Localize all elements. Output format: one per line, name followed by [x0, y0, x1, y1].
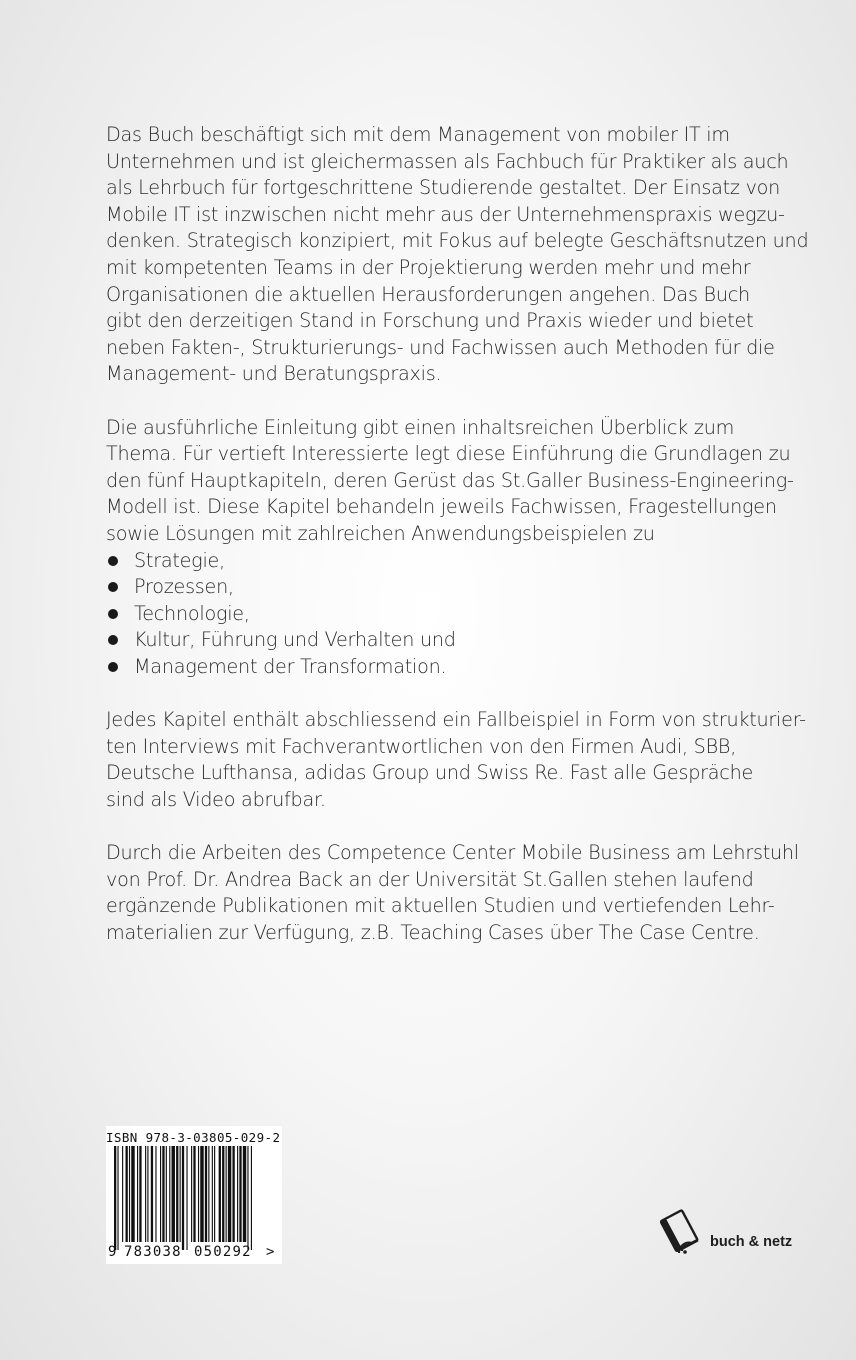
barcode-bar: [114, 1146, 116, 1250]
barcode-bar: [186, 1146, 187, 1250]
barcode-bar: [131, 1146, 134, 1242]
list-item: [106, 601, 766, 628]
isbn-barcode: [106, 1126, 282, 1264]
barcode-bar: [122, 1146, 123, 1242]
paragraph-publications: [106, 840, 799, 946]
barcode-bar: [198, 1146, 199, 1242]
barcode-bar: [129, 1146, 130, 1242]
bullet-dot-icon: [108, 582, 118, 592]
list-item-label: Management der Transformation.: [134, 654, 447, 678]
bullet-dot-icon: [108, 556, 118, 566]
barcode-bar: [243, 1146, 246, 1242]
barcode-bar: [166, 1146, 167, 1242]
barcode-bar: [176, 1146, 178, 1242]
text-line: Thema. Für vertieft Interessierte legt diese Einführung die Grundlagen zu: [106, 442, 791, 466]
text-line: ten Interviews mit Fachverantwortlichen von den Firmen Audi, SBB,: [106, 734, 737, 758]
paragraph-structure: [106, 415, 794, 548]
text-line: materialien zur Verfügung, z.B. Teaching Cases über The Case Centre.: [106, 920, 760, 944]
isbn-label: ISBN 978-3-03805-029-2: [106, 1130, 281, 1145]
barcode-bar: [208, 1146, 209, 1242]
text-line: Mobile IT ist inzwischen nicht mehr aus der Unternehmenspraxis wegzu-: [106, 202, 785, 226]
text-line: Jedes Kapitel enthält abschliessend ein Fallbeispiel in Form von strukturier-: [106, 708, 806, 732]
text-line: Deutsche Lufthansa, adidas Group und Swiss Re. Fast alle Gespräche: [106, 761, 754, 785]
text-line: Das Buch beschäftigt sich mit dem Management von mobiler IT im: [106, 123, 730, 146]
paragraph-intro: [106, 122, 809, 388]
barcode-digit-group: 783038: [124, 1244, 182, 1260]
text-line: von Prof. Dr. Andrea Back an der Universität St.Gallen stehen laufend: [106, 867, 754, 891]
list-item: [106, 627, 766, 654]
barcode-bar: [232, 1146, 234, 1242]
barcode-bar: [193, 1146, 195, 1242]
list-item: [106, 548, 766, 575]
blurb-text: [106, 122, 809, 973]
paragraph-case-studies: [106, 707, 806, 813]
text-line: Management- und Beratungspraxis.: [106, 362, 442, 386]
barcode-bar: [137, 1146, 138, 1242]
barcode-bar: [247, 1146, 248, 1250]
text-line: denken. Strategisch konzipiert, mit Fokus auf belegte Geschäftsnutzen und: [106, 229, 809, 253]
barcode-bar: [219, 1146, 221, 1242]
barcode-bar: [126, 1146, 128, 1242]
barcode-bars: [112, 1146, 270, 1252]
barcode-bar: [200, 1146, 203, 1242]
list-item: [106, 654, 766, 681]
barcode-digit-group: 050292: [194, 1244, 252, 1260]
barcode-bar: [239, 1146, 241, 1242]
barcode-bar: [212, 1146, 213, 1242]
text-line: den fünf Hauptkapiteln, deren Gerüst das St.Galler Business-Engineering-: [106, 468, 794, 492]
text-line: als Lehrbuch für fortgeschrittene Studierende gestaltet. Der Einsatz von: [106, 176, 781, 200]
text-line: Durch die Arbeiten des Competence Center Mobile Business am Lehrstuhl: [106, 841, 799, 865]
barcode-digit-prefix: 9: [108, 1244, 117, 1260]
text-line: Organisationen die aktuellen Herausforderungen angehen. Das Buch: [106, 282, 750, 306]
barcode-bar: [172, 1146, 175, 1242]
barcode-bar: [214, 1146, 215, 1242]
bullet-dot-icon: [108, 662, 118, 672]
list-item: [106, 574, 766, 601]
bullet-dot-icon: [108, 635, 118, 645]
barcode-quiet-zone-marker: >: [266, 1244, 275, 1260]
book-wifi-icon: [654, 1207, 708, 1257]
list-item-label: Kultur, Führung und Verhalten und: [134, 628, 456, 652]
publisher-name: buch & netz: [710, 1234, 793, 1250]
barcode-bar: [160, 1146, 161, 1242]
barcode-bar: [191, 1146, 192, 1242]
barcode-bar: [205, 1146, 207, 1242]
barcode-bar: [180, 1146, 181, 1242]
text-line: Modell ist. Diese Kapitel behandeln jeweils Fachwissen, Fragestellungen: [106, 495, 777, 519]
barcode-bar: [151, 1146, 153, 1242]
barcode-bar: [251, 1146, 252, 1250]
barcode-bar: [226, 1146, 227, 1242]
barcode-bar: [182, 1146, 184, 1250]
bullet-dot-icon: [108, 609, 118, 619]
text-line: Die ausführliche Einleitung gibt einen inhaltsreichen Überblick zum: [106, 415, 735, 439]
barcode-bar: [139, 1146, 141, 1242]
barcode-bar: [169, 1146, 170, 1242]
list-item-label: Prozessen,: [134, 575, 234, 599]
barcode-bar: [228, 1146, 231, 1242]
text-line: sowie Lösungen mit zahlreichen Anwendungsbeispielen zu: [106, 521, 655, 545]
barcode-bar: [237, 1146, 238, 1242]
barcode-bar: [155, 1146, 156, 1242]
barcode-bar: [222, 1146, 224, 1242]
barcode-bar: [145, 1146, 146, 1242]
text-line: neben Fakten-, Strukturierungs- und Fachwissen auch Methoden für die: [106, 335, 775, 359]
text-line: ergänzende Publikationen mit aktuellen Studien und vertiefenden Lehr-: [106, 894, 775, 918]
chapter-list: [106, 548, 766, 681]
text-line: sind als Video abrufbar.: [106, 787, 326, 811]
barcode-bar: [162, 1146, 164, 1242]
text-line: gibt den derzeitigen Stand in Forschung und Praxis wieder und bietet: [106, 309, 754, 333]
publisher-logo: [654, 1207, 814, 1257]
barcode-bar: [147, 1146, 148, 1242]
list-item-label: Strategie,: [134, 548, 225, 572]
list-item-label: Technologie,: [134, 601, 250, 625]
barcode-bar: [117, 1146, 118, 1250]
text-line: mit kompetenten Teams in der Projektierung werden mehr und mehr: [106, 255, 751, 279]
text-line: Unternehmen und ist gleichermassen als Fachbuch für Praktiker als auch: [106, 149, 789, 173]
